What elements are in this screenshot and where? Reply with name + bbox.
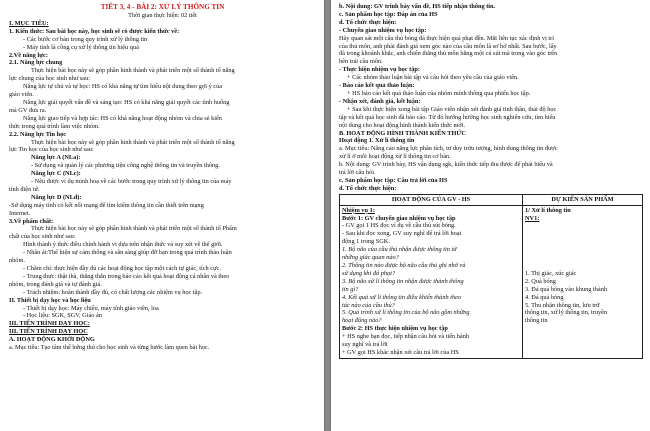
text-line: d. Tổ chức thực hiện: — [339, 18, 397, 26]
text-line: + HS nghe bạn đọc, tiếp nhận câu hỏi và tiến hành — [342, 333, 470, 341]
text-line: - Học liệu: SGK, SGV, Giáo án — [23, 312, 102, 320]
text-line: 1. Thị giác, xúc giác — [525, 269, 577, 277]
text-line: - Sau khi đọc xong, GV suy nghĩ để trả lời hoạt — [342, 230, 462, 238]
text-line: III. TIẾN TRÌNH DẠY HỌC — [9, 328, 88, 336]
text-line: Hình thành ý thức điều chỉnh hành vi dựa trên nhận thức và suy xét về thế giới. — [23, 241, 223, 249]
text-line: 2.Về năng lực: — [9, 51, 48, 59]
text-line: + Các nhóm thảo luận bài tập và câu hỏi theo yêu cầu của giáo viên. — [347, 74, 519, 82]
left-page-body — [9, 20, 316, 352]
table-header-left: HOẠT ĐỘNG CỦA GV - HS — [340, 194, 523, 205]
text-line: 2. Thông tin nào được bộ não cầu thủ ghi nhớ và — [342, 262, 466, 269]
text-line: chất của học sinh như sau: — [9, 233, 76, 241]
text-line: những giác quan nào? — [342, 254, 399, 262]
text-line: tác nào của cầu thủ? — [342, 301, 395, 309]
text-line: 2.2. Năng lực Tin học — [9, 130, 67, 138]
text-line: hoạt động nào? — [342, 317, 382, 325]
text-line: c. Sản phẩm học tập: Đáp án của HS — [339, 10, 438, 18]
text-line: 4. Đá quả bóng — [525, 293, 564, 301]
text-line: b. Nội dung: GV trình bày, HS vận dụng sgk, kiến thức tiếp thu được để phát biểu và — [339, 161, 553, 169]
text-line: Hãy quan sát một câu thủ bóng đá thực hiện quả phạt đền. Mắt liên tục xác định vị trí — [339, 34, 555, 42]
text-line: 3.Về phẩm chất: — [9, 217, 54, 225]
text-line — [525, 222, 640, 230]
text-line: + Sau khi thực hiện xong bài tập Giáo viên nhận xét đánh giá tinh thần, thái độ học — [347, 105, 557, 113]
text-line: + HS báo cáo kết quả thảo luận của nhóm mình thông qua phiếu học tập. — [347, 89, 531, 97]
text-line: 5. Quá trình xử lí thông tin của bộ não gồm những — [342, 309, 470, 317]
text-line: 3. Bộ não xử lí thông tin nhận được thành thông — [342, 277, 464, 285]
text-line: - Chăm chỉ: thực hiện đầy đủ các hoạt động học tập một cách tự giác, tích cực. — [23, 265, 221, 272]
text-line: 1/ Xử lí thông tin — [525, 206, 571, 214]
text-line: 3. Đá quả bóng vào khung thành — [525, 285, 608, 293]
text-line: -Sử dụng máy tính có kết nối mạng để tìm kiếm thông tin cần thiết trên mạng — [9, 201, 204, 209]
text-line: Internet. — [9, 209, 31, 217]
text-line: động 1 trong SGK. — [342, 238, 390, 246]
text-line: Thực hiện bài học này sẽ góp phần hình thành và phát triển một số thành tố năng — [31, 138, 235, 146]
text-line: Thực hiện bài học này sẽ góp phần hình thành và phát triển một số thành tố năng — [31, 67, 235, 75]
text-line: 2. Quả bóng — [525, 277, 556, 285]
text-line: - Nhận xét, đánh giá, kết luận: — [339, 97, 421, 105]
table-cell-activities — [340, 205, 523, 358]
text-line: NV1: — [525, 214, 540, 222]
text-line: - Máy tính là công cụ xử lý thông tin hiệu quả — [23, 43, 139, 51]
text-line: đà trong khoảnh khắc, anh chiến thắng thủ môn bằng một cú sút mà trong vào góc trên — [339, 50, 558, 58]
text-line: - Thiết bị dạy học: Máy chiếu, máy tính giáo viên, loa — [23, 304, 159, 312]
text-line: 1. Kiến thức: Sau bài học này, học sinh sẽ có được kiến thức về: — [9, 27, 180, 35]
text-line: tập và kết quả học sinh đã báo cáo. Từ đó hướng hướng học sinh nghiên cứu, tìm hiểu — [339, 113, 556, 121]
text-line: - Trách nhiệm: hoàn thành đầy đủ, có chất lượng các nhiệm vụ học tập. — [23, 288, 203, 296]
text-line: tin gì? — [342, 285, 359, 293]
text-line — [525, 246, 640, 254]
text-line: - Trung thực: thật thà, thẳng thắn trong báo cáo kết quả hoạt động cá nhân và theo — [23, 272, 230, 280]
text-line: Năng lực D (NLd): — [31, 193, 82, 201]
text-line: giáo viên. — [9, 91, 34, 99]
text-line — [525, 262, 640, 270]
document-page-left — [0, 0, 324, 431]
text-line — [525, 254, 640, 262]
text-line: 4. Kết quả xử lí thông tin điều khiển thành theo — [342, 293, 462, 301]
text-line: + GV gọi HS khác nhận xét câu trả lời của HS — [342, 348, 459, 356]
text-line: mà GV đưa ra. — [9, 106, 47, 114]
text-line: III. TIẾN TRÌNH DẠY HỌC: — [9, 320, 90, 328]
text-line: lực Tin học của học sinh như sau: — [9, 146, 94, 154]
text-line: II. Thiết bị dạy học và học liệu — [9, 296, 91, 304]
table-header-row — [340, 194, 643, 205]
text-line: - Các bước cơ bản trong quy trình xử lý thông tin — [23, 35, 148, 43]
text-line: I. MỤC TIÊU: — [9, 19, 49, 27]
lesson-title: TIẾT 3, 4 - BÀI 2: XỬ LÝ THÔNG TIN — [100, 3, 225, 11]
text-line: Năng lực giải quyết vấn đề và sáng tạo: HS có khả năng giải quyết các tình huống — [23, 98, 230, 106]
text-line: c. Sản phẩm học tập: Câu trả lời của HS — [339, 176, 448, 184]
text-line: 5. Thu nhận thông tin, lưu trữ — [525, 301, 600, 309]
text-line: Nhiệm vụ 1: — [342, 206, 375, 214]
text-line — [525, 238, 640, 246]
text-line: Năng lực giao tiếp và hợp tác: HS có khả năng hoạt động nhóm và chia sẻ kiến — [23, 114, 222, 122]
text-line: Hoạt động 1. Xử lí thông tin — [339, 137, 415, 145]
text-line: d. Tổ chức thực hiện: — [339, 184, 397, 192]
lesson-subtitle: Thời gian thực hiện: 02 tiết — [128, 12, 197, 19]
text-line: 2.1. Năng lực chung — [9, 59, 63, 67]
text-line: sử dụng khi đá phạt? — [342, 269, 396, 277]
text-line: - Sử dụng và quản lý các phương tiện công nghệ thông tin và truyền thông. — [31, 162, 220, 170]
table-cell-products — [523, 205, 643, 358]
text-line: 1. Bộ não của cầu thủ nhận được thông tin từ — [342, 246, 457, 254]
text-line: thông tin, xử lý thông tin, truyền — [525, 309, 608, 317]
text-line: Bước 2: HS thực hiện nhiệm vụ học tập — [342, 325, 448, 333]
text-line: thông tin — [525, 317, 548, 325]
text-line: a. Mục tiêu: Tạo tâm thế hứng thú cho học sinh và từng bước làm quen bài học. — [9, 344, 210, 352]
text-line: Năng lực A (NLa): — [31, 154, 81, 162]
text-line: b. Nội dung: GV trình bày vấn đề, HS tiếp nhận thông tin. — [339, 3, 496, 10]
text-line: - Chuyển giao nhiệm vụ học tập: — [339, 26, 427, 34]
text-line: lực chung của học sinh như sau: — [9, 75, 90, 83]
text-line: Thực hiện bài học này sẽ góp phần hình thành và phát triển một số thành tố Phẩm — [31, 225, 237, 233]
table-header-right: DỰ KIẾN SẢN PHẨM — [523, 194, 643, 205]
text-line: trả lời câu hỏi. — [339, 169, 376, 177]
text-line: suy nghĩ và trả lời — [342, 341, 388, 349]
table-row — [340, 205, 643, 358]
text-line: của thủ môn, anh phải đánh giá xem góc nào của cầu môn là sơ hở nhất. Sau bước, lấy — [339, 42, 557, 50]
text-line: - Nhân ái:Thể hiện sự cảm thông và sẵn sàng giúp đỡ bạn trong quá trình thảo luận — [23, 249, 232, 257]
text-line: - Báo cáo kết quả thảo luận: — [339, 82, 415, 90]
text-line: - Thực hiện nhiệm vụ học tập: — [339, 66, 420, 74]
text-line: xử lí ở mỗi hoạt động xử lí thông tin cơ bản. — [339, 153, 451, 161]
text-line: B. HOẠT ĐỘNG HÌNH THÀNH KIẾN THỨC — [339, 129, 466, 137]
text-line: a. Mục tiêu: Nâng cao năng lực phân tích, tư duy trừu tượng, hình dung thông tin được — [339, 145, 558, 153]
text-line: - Nêu được ví dụ minh hoạ về các bước trong quy trình xử lý thông tin của máy — [31, 178, 232, 186]
text-line: bên trái cầu môn. — [339, 58, 383, 66]
text-line: Bước 1: GV chuyển giao nhiệm vụ học tập — [342, 214, 456, 222]
text-line: A. HOẠT ĐỘNG KHỞI ĐỘNG — [9, 336, 95, 344]
text-line: - GV gọi 1 HS đọc ví dụ về cầu thủ sút bóng. — [342, 222, 456, 230]
document-page-right — [331, 0, 650, 431]
text-line: nội dung cho hoạt động hình thành kiến thức mới. — [339, 121, 466, 129]
activity-table — [339, 194, 643, 359]
text-line: nhóm, trong đánh giá và tự đánh giá. — [9, 280, 102, 288]
text-line: Năng lực tự chủ và tự học: HS có khả năng tự tìm hiểu nội dung theo gợi ý của — [23, 83, 223, 91]
text-line: nhóm. — [9, 257, 25, 265]
text-line: tính điện tử. — [9, 185, 40, 193]
text-line — [525, 230, 640, 238]
text-line: thức trong quá trình làm việc nhóm. — [9, 122, 100, 130]
text-line: Năng lực C (NLc): — [31, 170, 81, 178]
right-page-body — [339, 3, 643, 193]
